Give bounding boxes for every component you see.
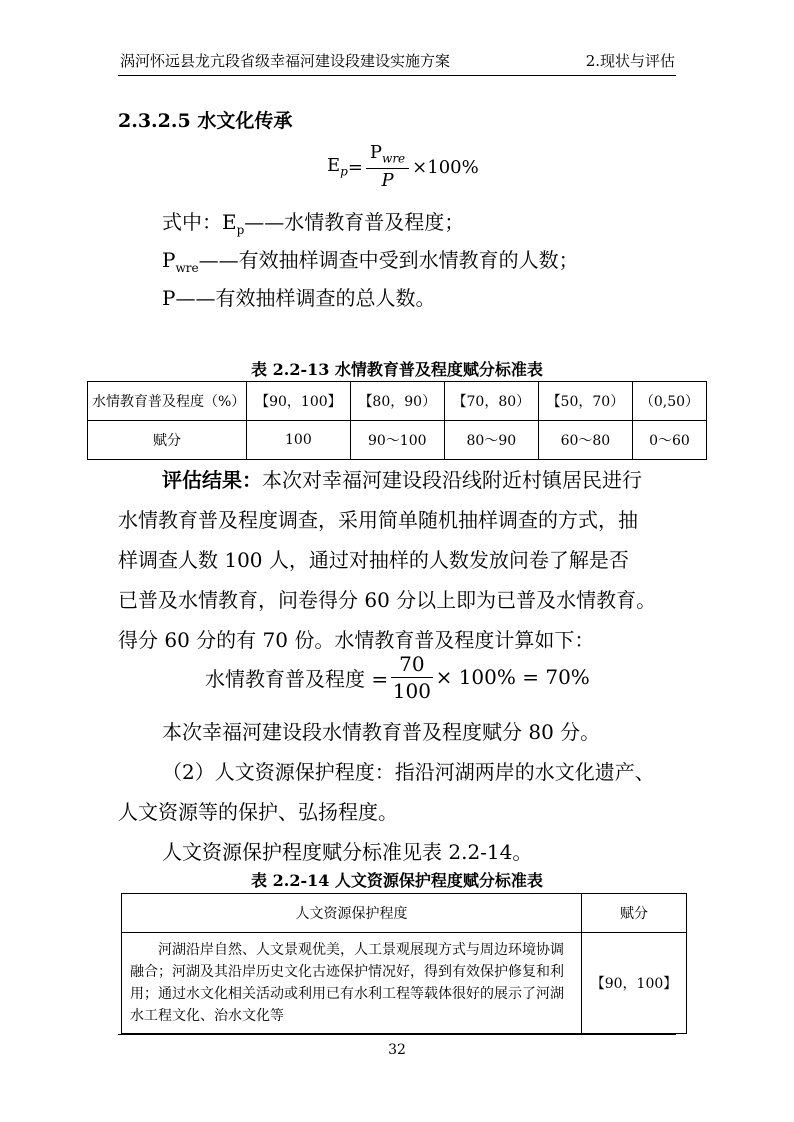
table-cell: 【50，70） [538, 382, 632, 421]
table-row [88, 382, 707, 421]
formula-lhs: $E_p$ [327, 155, 348, 179]
table-row [122, 894, 687, 933]
table-cell: 【70，80） [444, 382, 538, 421]
table1-caption: 表 2.2-13 水情教育普及程度赋分标准表 [251, 360, 543, 379]
formula-equals: = [347, 156, 363, 178]
formula-numerator: $P_{wre}$ [366, 143, 409, 169]
table-cell: 河湖沿岸自然、人文景观优美，人工景观展现方式与周边环境协调融合；河湖及其沿岸历史文化古迹保护情况好，得到有效保护修复和利用；通过水文化相关活动或利用已有水利工程等载体很好的展示了河湖水工程文化、治水文化等 [122, 933, 582, 1034]
table-cell: 【90，100】 [247, 382, 351, 421]
table-header-cell: 人文资源保护程度 [122, 894, 582, 933]
table-cell: 90～100 [350, 421, 444, 460]
table-water-education-scoring [87, 381, 707, 460]
table-cell: 60～80 [538, 421, 632, 460]
table2-caption: 表 2.2-14 人文资源保护程度赋分标准表 [251, 871, 543, 890]
formula-lhs: 水情教育普及程度 = [205, 666, 389, 691]
table-cultural-resource-scoring [121, 893, 687, 1034]
page-number: 32 [388, 1042, 406, 1058]
paragraph-line: 水情教育普及程度调查，采用简单随机抽样调查的方式，抽 [118, 508, 638, 532]
paragraph-line: 已普及水情教育，问卷得分 60 分以上即为已普及水情教育。 [118, 588, 657, 612]
formula-numerator: 70 [391, 653, 432, 678]
formula-denominator: 100 [392, 678, 431, 703]
header-chapter: 2.现状与评估 [585, 52, 675, 70]
formula-fraction [391, 653, 432, 702]
header-document-title: 涡河怀远县龙亢段省级幸福河建设段建设实施方案 [120, 52, 451, 70]
paragraph-line: 得分 60 分的有 70 份。水情教育普及程度计算如下： [118, 628, 595, 652]
definition-pwre: $P_{wre}——$有效抽样调查中受到水情教育的人数； [162, 248, 579, 275]
table-cell: 赋分 [88, 421, 247, 460]
definition-ep: 式中：$E_p——$水情教育普及程度； [162, 210, 465, 237]
formula-tail: ×100% [412, 156, 479, 178]
formula-tail: × 100% = 70% [435, 665, 590, 689]
paragraph-line: 本次幸福河建设段水情教育普及程度赋分 80 分。 [162, 720, 601, 744]
section-title: 2.3.2.5 水文化传承 [118, 110, 293, 132]
table-cell: 0～60 [632, 421, 706, 460]
table-cell: 水情教育普及程度（%） [88, 382, 247, 421]
paragraph-line: 样调查人数 100 人，通过对抽样的人数发放问卷了解是否 [118, 548, 629, 572]
table-cell: 【80，90） [350, 382, 444, 421]
paragraph-line: 人文资源等的保护、弘扬程度。 [118, 800, 398, 824]
header-rule [118, 75, 676, 76]
table-header-cell: 赋分 [582, 894, 687, 933]
table-row [88, 421, 707, 460]
table-cell: 【90，100】 [582, 933, 687, 1034]
paragraph-line: 人文资源保护程度赋分标准见表 2.2-14。 [162, 840, 533, 864]
definition-p: P——有效抽样调查的总人数。 [162, 286, 436, 310]
table-row [122, 933, 687, 1034]
formula-ep [327, 140, 479, 194]
formula-denominator: P [381, 169, 394, 191]
footer-rule [118, 1034, 676, 1035]
formula-popularity [205, 645, 590, 709]
paragraph-line: （2）人文资源保护程度：指沿河湖两岸的水文化遗产、 [162, 760, 655, 784]
paragraph-line: 评估结果：本次对幸福河建设段沿线附近村镇居民进行 [162, 468, 642, 492]
table-cell: 80～90 [444, 421, 538, 460]
table-cell: （0,50） [632, 382, 706, 421]
table-cell: 100 [247, 421, 351, 460]
formula-fraction [366, 143, 409, 191]
